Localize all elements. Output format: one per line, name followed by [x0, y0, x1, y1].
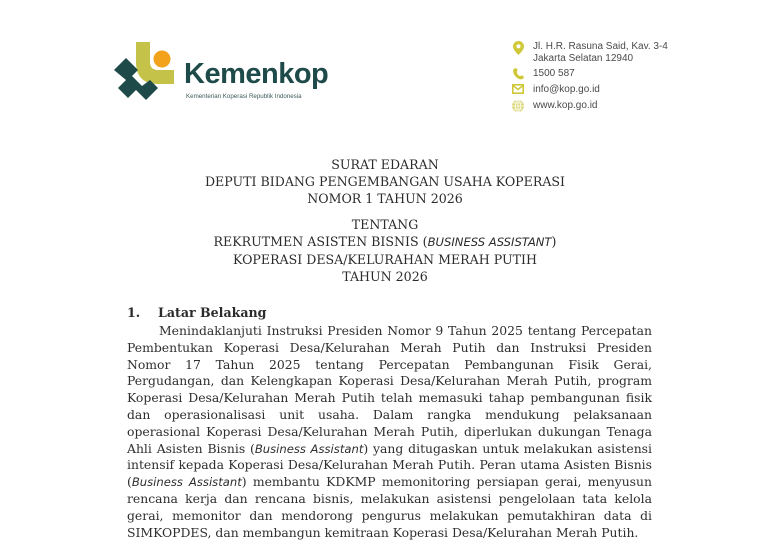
document-heading — [0, 156, 770, 207]
contact-email — [512, 84, 668, 97]
heading-line-2: DEPUTI BIDANG PENGEMBANGAN USAHA KOPERASI — [204, 174, 566, 189]
contact-phone — [512, 68, 668, 81]
kemenkop-emblem-icon — [112, 40, 184, 110]
paragraph-latar-belakang: Menindaklanjuti Instruksi Presiden Nomor 9 Tahun 2025 tentang Percepatan Pembentukan Koperasi Desa/Kelurahan Merah Putih dan Instruksi Presiden Nomor 17 Tahun 2025 tentang Percepatan Pembangunan Fisik Gerai, Pergudangan, dan Kelengkapan Koperasi Desa/Kelurahan Merah Putih, program Koperasi Desa/Kelurahan Merah Putih telah memasuki tahap pembangunan fisik dan operasionalisasi unit usaha. Dalam rangka mendukung pelaksanaan operasional Koperasi Desa/Kelurahan Merah Putih, diperlukan dukungan Tenaga Ahli Asisten Bisnis (Business Assistant) yang ditugaskan untuk melakukan asistensi intensif kepada Koperasi Desa/Kelurahan Merah Putih. Peran utama Asisten Bisnis (Business Assistant) membantu KDKMP memonitoring persiapan gerai, menyusun rencana kerja dan rencana bisnis, melakukan asistensi pengelolaan tata kelola gerai, memonitor dan mendorong pengurus melakukan pemutakhiran data di SIMKOPDES, dan membangun kemitraan Koperasi Desa/Kelurahan Merah Putih. — [127, 323, 652, 540]
location-pin-icon — [512, 41, 524, 54]
section-number: 1. — [127, 305, 141, 320]
contact-website — [512, 100, 668, 113]
phone-icon — [512, 68, 524, 81]
section-body — [127, 323, 652, 541]
phone-number: 1500 587 — [533, 68, 575, 79]
subject-label: TENTANG — [351, 217, 419, 232]
address-line-2: Jakarta Selatan 12940 — [533, 53, 634, 64]
subject-line-2: KOPERASI DESA/KELURAHAN MERAH PUTIH — [233, 252, 537, 267]
brand-name: Kemenkop — [184, 58, 329, 90]
email-link[interactable]: info@kop.go.id — [533, 84, 600, 95]
globe-icon — [512, 100, 524, 113]
contact-info — [512, 41, 668, 116]
document-subject — [0, 216, 770, 285]
subject-line-3: TAHUN 2026 — [342, 269, 428, 284]
contact-address — [512, 41, 668, 65]
heading-line-3: NOMOR 1 TAHUN 2026 — [307, 191, 463, 206]
subject-line-1: REKRUTMEN ASISTEN BISNIS (BUSINESS ASSISTANT) — [213, 234, 557, 249]
kemenkop-logo — [112, 40, 342, 110]
heading-line-1: SURAT EDARAN — [331, 157, 439, 172]
website-link[interactable]: www.kop.go.id — [533, 100, 598, 111]
section-heading-latar-belakang — [127, 305, 266, 320]
mail-icon — [512, 84, 524, 97]
address-line-1: Jl. H.R. Rasuna Said, Kav. 3-4 — [533, 41, 668, 52]
brand-subtitle: Kementerian Koperasi Republik Indonesia — [186, 93, 302, 100]
section-title: Latar Belakang — [158, 305, 267, 320]
